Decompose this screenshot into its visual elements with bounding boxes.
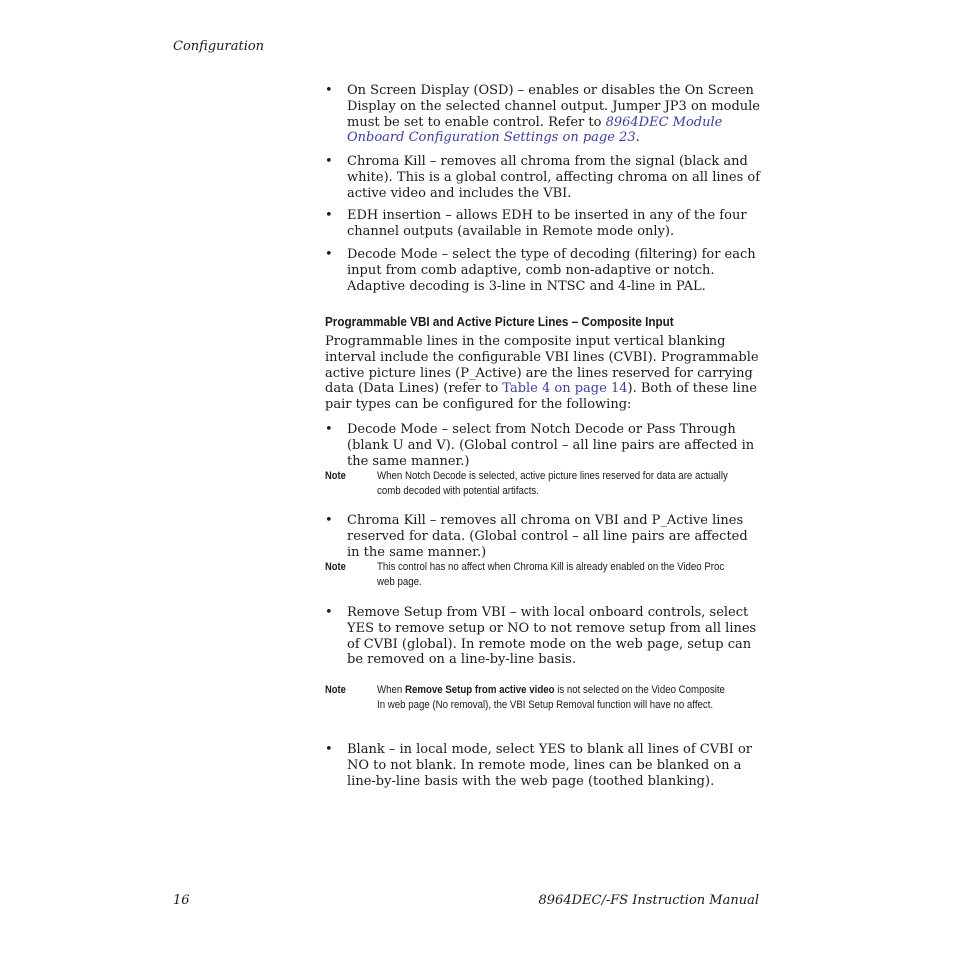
bullet-marker: • (325, 154, 333, 169)
note-bold-term: Remove Setup from active video (404, 684, 555, 696)
note-chroma-kill (325, 560, 765, 589)
bullet-osd-text: On Screen Display (OSD) – enables or disables the On Screen Display on the selected channel output. Jumper JP3 on module must be set to enable control. Refer to (347, 83, 760, 130)
bullet-chroma-kill-text: Chroma Kill – removes all chroma from the signal (black and white). This is a global control, affecting chroma on all lines of active video and includes the VBI. (347, 154, 761, 201)
bullet-marker: • (325, 247, 333, 262)
bullet-decode-mode-text: Decode Mode – select the type of decoding (filtering) for each input from comb adaptive, comb non-adaptive or notch. Adaptive decoding is 3-line in NTSC and 4-line in PAL. (347, 247, 756, 294)
note-label: Note (325, 561, 346, 573)
bullet-marker: • (325, 83, 333, 98)
note-notch-decode (325, 469, 765, 498)
bullet-blank (325, 742, 761, 789)
note-text-end: is not selected on the Video Composite In web page (No removal), the VBI Setup Removal function will have no affect. (377, 684, 725, 711)
page-number: 16 (173, 893, 190, 908)
bullet-marker: • (325, 742, 333, 757)
bullet-edh-text: EDH insertion – allows EDH to be inserted in any of the four channel outputs (available in Remote mode only). (347, 208, 747, 239)
bullet-marker: • (325, 605, 333, 620)
bullet-marker: • (325, 513, 333, 528)
bullet-edh (325, 208, 761, 240)
section-heading: Programmable VBI and Active Picture Lines – Composite Input (325, 314, 674, 329)
bullet-osd (325, 83, 761, 146)
note-text (377, 683, 729, 712)
bullet-section-decode (325, 422, 761, 469)
bullet-marker: • (325, 208, 333, 223)
note-label: Note (325, 684, 346, 696)
bullet-decode-mode (325, 247, 761, 294)
running-header: Configuration (173, 39, 265, 54)
bullet-section-chroma (325, 513, 761, 560)
bullet-osd-end: . (635, 130, 640, 146)
bullet-blank-text: Blank – in local mode, select YES to blank all lines of CVBI or NO to not blank. In remote mode, lines can be blanked on a line-by-line basis with the web page (toothed blanking). (347, 742, 752, 789)
note-label: Note (325, 470, 346, 482)
note-remove-setup (325, 683, 765, 712)
bullet-marker: • (325, 422, 333, 437)
note-text: This control has no affect when Chroma Kill is already enabled on the Video Proc web page. (377, 561, 725, 588)
bullet-section-decode-text: Decode Mode – select from Notch Decode or Pass Through (blank U and V). (Global control – all line pairs are affected in the same manner.) (347, 422, 755, 469)
note-text: When Notch Decode is selected, active picture lines reserved for data are actually comb decoded with potential artifacts. (377, 470, 728, 497)
onboard-config-link[interactable]: 8964DEC Module Onboard Configuration Settings on page 23 (347, 114, 723, 146)
para-text: Programmable lines in the composite input vertical blanking interval include the configurable VBI lines (CVBI). Programmable active picture lines (P_Active) are the lines reserved for carrying data (Data Lines) (refer to (325, 334, 759, 397)
bullet-remove-setup (325, 605, 761, 668)
bullet-section-chroma-text: Chroma Kill – removes all chroma on VBI and P_Active lines reserved for data. (Global control – all line pairs are affected in the same manner.) (347, 513, 748, 560)
para-text-end: ). Both of these line pair types can be configured for the following: (325, 381, 757, 413)
section-paragraph (325, 334, 765, 413)
manual-title: 8964DEC/-FS Instruction Manual (538, 893, 759, 908)
table4-link[interactable]: Table 4 on page 14 (502, 381, 628, 397)
bullet-chroma-kill (325, 154, 761, 201)
bullet-remove-setup-text: Remove Setup from VBI – with local onboard controls, select YES to remove setup or NO to not remove setup from all lines of CVBI (global). In remote mode on the web page, setup can be removed on a line-by-line basis. (347, 605, 757, 668)
note-text-start: When (377, 684, 405, 696)
